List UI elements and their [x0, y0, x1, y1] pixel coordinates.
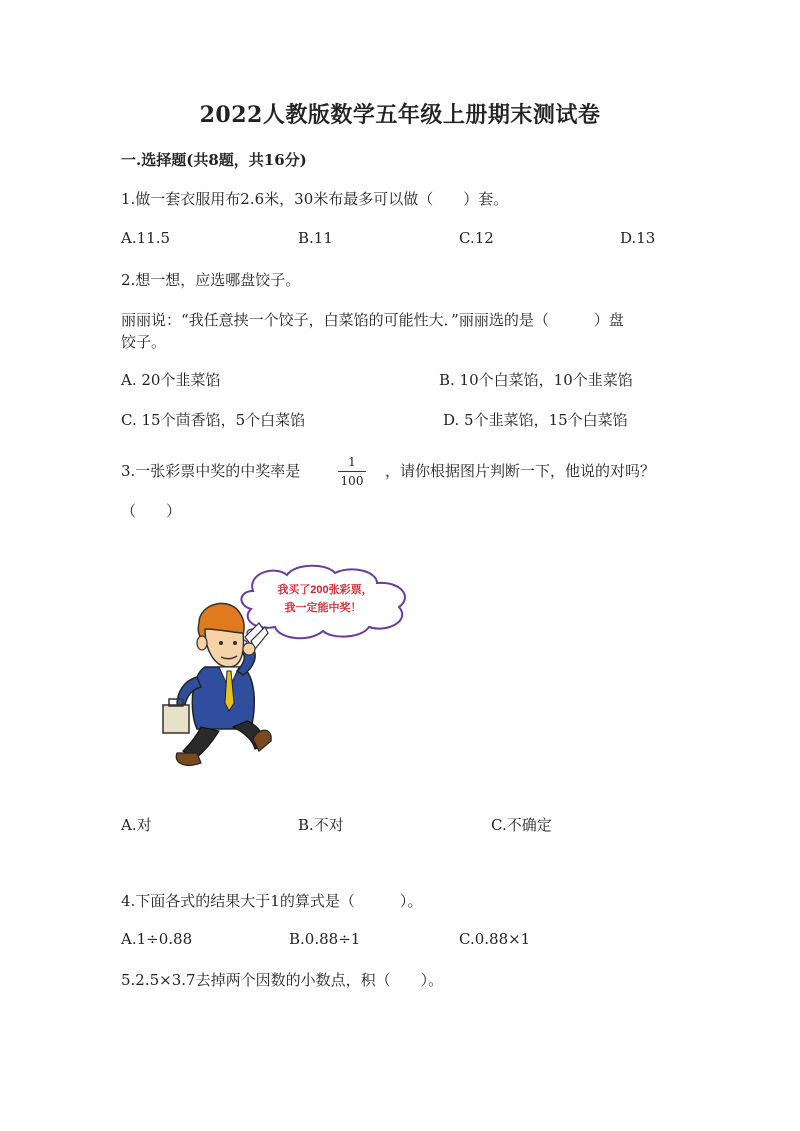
q4-option-c: C.0.88×1 — [459, 930, 531, 948]
q1-option-d: D.13 — [620, 229, 656, 247]
fraction-denominator: 100 — [340, 474, 364, 488]
q1-option-a: A.11.5 — [121, 229, 170, 247]
page-title: 2022人教版数学五年级上册期末测试卷 — [199, 102, 601, 128]
section-heading: 一.选择题(共8题，共16分) — [121, 151, 307, 169]
q4-option-a: A.1÷0.88 — [121, 930, 193, 948]
q2-option-b: B. 10个白菜馅，10个韭菜馅 — [439, 371, 633, 389]
question-5-stem: 5.2.5×3.7去掉两个因数的小数点，积（ ）。 — [121, 971, 444, 989]
question-4-stem: 4.下面各式的结果大于1的算式是（ ）。 — [121, 892, 423, 910]
fraction-numerator: 1 — [348, 455, 356, 469]
q2-option-c: C. 15个茴香馅，5个白菜馅 — [121, 411, 306, 429]
bubble-text-line2: 我一定能中奖！ — [284, 602, 362, 614]
q3-option-a: A.对 — [121, 816, 152, 834]
q1-option-c: C.12 — [459, 229, 494, 247]
fraction-one-hundredth — [338, 454, 366, 489]
q2-option-a: A. 20个韭菜馅 — [121, 371, 221, 389]
q3-option-c: C.不确定 — [491, 816, 552, 834]
cartoon-man — [163, 603, 271, 765]
fraction-bar — [338, 471, 366, 472]
q3-option-b: B.不对 — [298, 816, 344, 834]
question-3-stem-after: ，请你根据图片判断一下，他说的对吗？ — [385, 462, 656, 480]
q2-option-d: D. 5个韭菜馅，15个白菜馅 — [443, 411, 628, 429]
question-2-body-line2: 饺子。 — [121, 333, 167, 351]
question-2-body-line1: 丽丽说：“我任意挟一个饺子，白菜馅的可能性大．”丽丽选的是（ ）盘 — [121, 311, 624, 329]
question-3-stem-before: 3.一张彩票中奖的中奖率是 — [121, 462, 301, 480]
lottery-man-illustration — [155, 563, 417, 773]
bubble-text-line1: 我买了200张彩票， — [277, 584, 373, 596]
question-2-stem: 2.想一想，应选哪盘饺子。 — [121, 271, 301, 289]
question-3-answer-paren: （ ） — [121, 502, 182, 520]
q4-option-b: B.0.88÷1 — [289, 930, 361, 948]
q1-option-b: B.11 — [298, 229, 333, 247]
question-1-stem: 1.做一套衣服用布2.6米，30米布最多可以做（ ）套。 — [121, 190, 509, 208]
